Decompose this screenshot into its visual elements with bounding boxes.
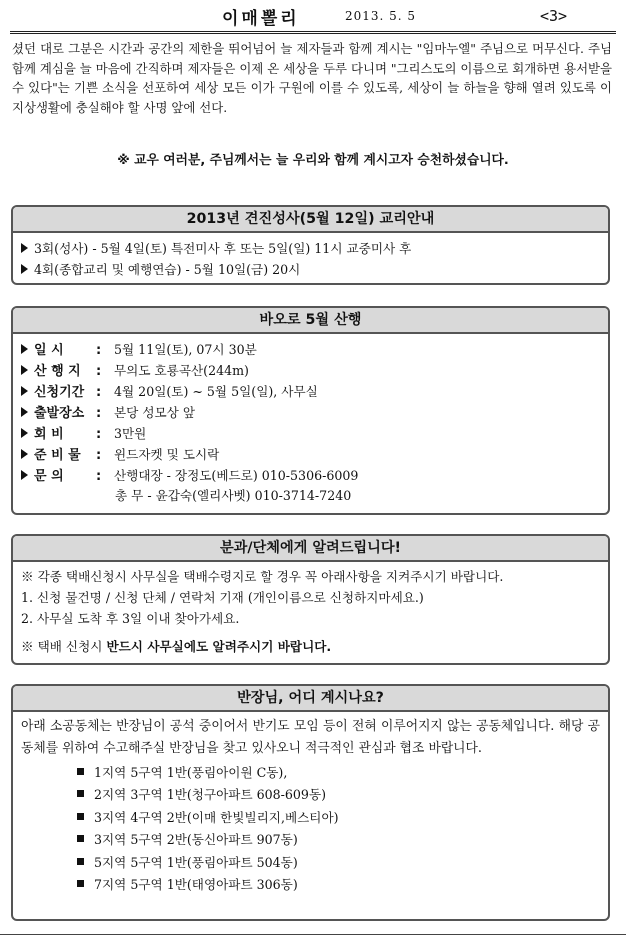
- square-bullet-icon: [77, 835, 84, 842]
- leaders-title: 반장님, 어디 계시나요?: [13, 686, 608, 712]
- catechism-box: [11, 205, 610, 285]
- square-bullet-icon: [77, 880, 84, 887]
- notice-emphasis: 반드시 사무실에도 알려주시기 바랍니다.: [106, 639, 332, 654]
- detail-row-contact: 문 의 : 산행대장 - 장정도(베드로) 010-5306-6009: [21, 464, 600, 485]
- catechism-list: [13, 233, 608, 279]
- leaders-box: [11, 684, 610, 921]
- page-number: <3>: [540, 7, 568, 25]
- notice-line: 1. 신청 물건명 / 신청 단체 / 연락처 기재 (개인이름으로 신청하지마세요.): [21, 590, 424, 605]
- list-item: 5지역 5구역 1반(풍림아파트 504동): [77, 850, 608, 873]
- detail-row-date: 일 시 : 5월 11일(토), 07시 30분: [21, 338, 600, 359]
- notice-title: 분과/단체에게 알려드립니다!: [13, 536, 608, 562]
- newsletter-title: 이매뽈리: [222, 9, 300, 29]
- catechism-title: 2013년 견진성사(5월 12일) 교리안내: [13, 207, 608, 233]
- triangle-bullet-icon: [21, 243, 28, 253]
- square-bullet-icon: [77, 813, 84, 820]
- triangle-bullet-icon: [21, 344, 28, 354]
- detail-row-fee: 회 비 : 3만원: [21, 422, 600, 443]
- triangle-bullet-icon: [21, 407, 28, 417]
- triangle-bullet-icon: [21, 365, 28, 375]
- notice-line: ※ 택배 신청시 반드시 사무실에도 알려주시기 바랍니다.: [21, 639, 332, 654]
- leaders-paragraph: 아래 소공동체는 반장님이 공석 중이어서 반기도 모임 등이 전혀 이루어지지 않는 공동체입니다. 해당 공동체를 위하여 수고해주실 반장님을 찾고 있사오니 적극적인 관심과 협조 바랍니다.: [21, 719, 600, 756]
- list-item: 3지역 5구역 2반(동신아파트 907동): [77, 828, 608, 851]
- contact-extra: 총 무 - 윤갑숙(엘리사벳) 010-3714-7240: [115, 488, 352, 503]
- list-item: 7지역 5구역 1반(태영아파트 306동): [77, 873, 608, 896]
- square-bullet-icon: [77, 858, 84, 865]
- bottom-rule: [0, 934, 626, 935]
- triangle-bullet-icon: [21, 470, 28, 480]
- intro-paragraph: 셨던 대로 그분은 시간과 공간의 제한을 뛰어넘어 늘 제자들과 함께 계시는 "임마누엘" 주님으로 머무신다. 주님 함께 계심을 늘 마음에 간직하며 제자들은 이제 온 세상을 두루 다니며 "그리스도의 이름으로 회개하면 용서받을 수 있다"는 기쁜 소식을 선포하여 세상 모든 이가 구원에 이를 수 있도록, 세상이 늘 하늘을 향해 열려 있도록 이 지상생활에 충실해야 할 사명 앞에 선다.: [12, 41, 612, 115]
- hiking-title: 바오로 5월 산행: [13, 308, 608, 334]
- hiking-details: [13, 334, 608, 506]
- list-item: 3지역 4구역 2반(이매 한빛빌리지,베스티아): [77, 805, 608, 828]
- list-item: 3회(성사) - 5월 4일(토) 특전미사 후 또는 5일(일) 11시 교중미사 후: [21, 237, 600, 258]
- triangle-bullet-icon: [21, 428, 28, 438]
- notice-box: [11, 534, 610, 665]
- list-item: 2지역 3구역 1반(청구아파트 608-609동): [77, 783, 608, 806]
- detail-row-departure: 출발장소 : 본당 성모상 앞: [21, 401, 600, 422]
- detail-row-supplies: 준 비 물 : 윈드자켓 및 도시락: [21, 443, 600, 464]
- detail-row-destination: 산 행 지 : 무의도 호룡곡산(244m): [21, 359, 600, 380]
- issue-date: 2013. 5. 5: [345, 9, 417, 23]
- notice-line: ※ 각종 택배신청시 사무실을 택배수령지로 할 경우 꼭 아래사항을 지켜주시기 바랍니다.: [21, 569, 504, 584]
- notice-body: [13, 562, 608, 657]
- list-item: 4회(종합교리 및 예행연습) - 5월 10일(금) 20시: [21, 258, 600, 279]
- square-bullet-icon: [77, 768, 84, 775]
- hiking-box: [11, 306, 610, 515]
- leaders-list: [13, 760, 608, 895]
- square-bullet-icon: [77, 790, 84, 797]
- detail-row-registration: 신청기간 : 4월 20일(토) ~ 5월 5일(일), 사무실: [21, 380, 600, 401]
- notice-line: 2. 사무실 도착 후 3일 이내 찾아가세요.: [21, 611, 240, 626]
- triangle-bullet-icon: [21, 449, 28, 459]
- callout-line: ※ 교우 여러분, 주님께서는 늘 우리와 함께 계시고자 승천하셨습니다.: [117, 153, 509, 168]
- header-rule: [10, 31, 616, 34]
- list-item: 1지역 5구역 1반(풍림아이원 C동),: [77, 760, 608, 783]
- triangle-bullet-icon: [21, 264, 28, 274]
- page-header: [0, 0, 626, 30]
- triangle-bullet-icon: [21, 386, 28, 396]
